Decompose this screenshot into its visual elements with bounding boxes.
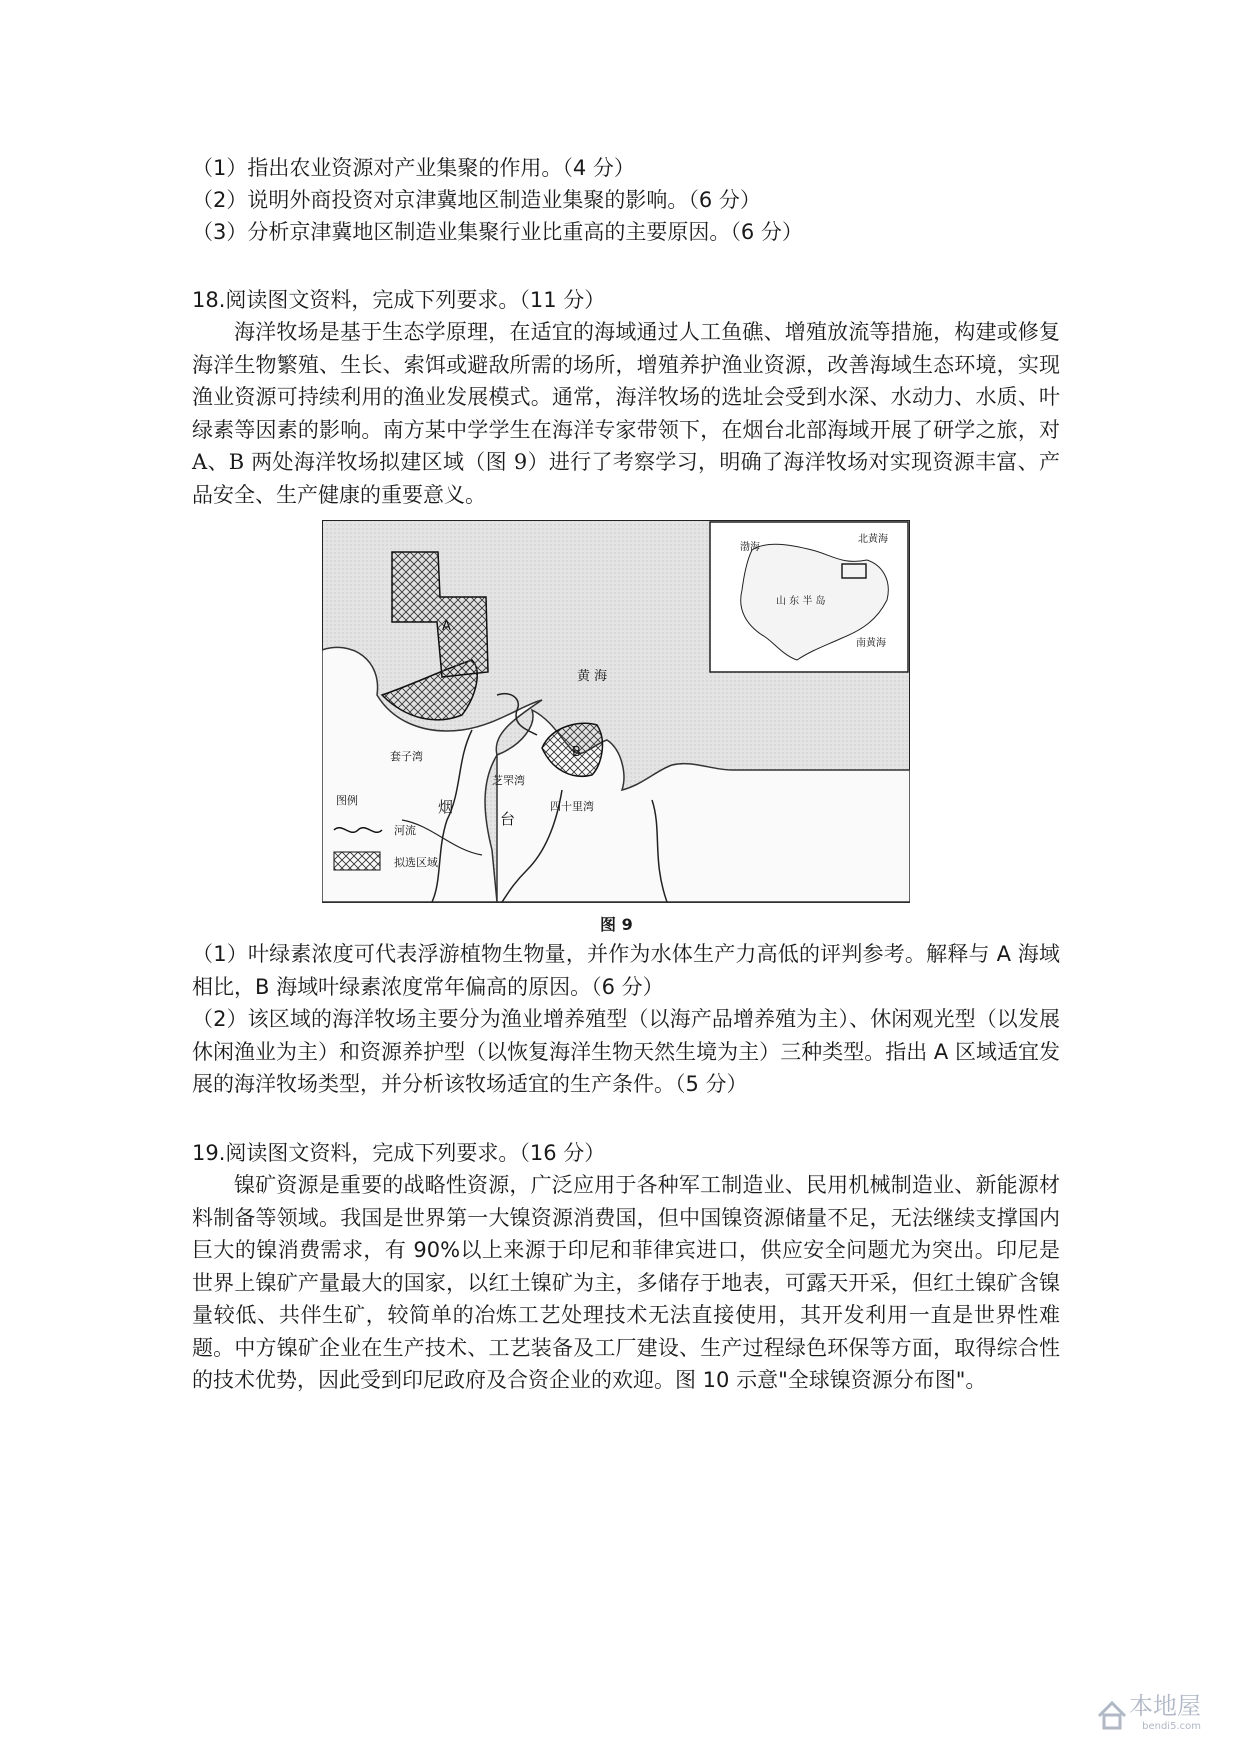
inset-map (710, 522, 908, 672)
inset-peninsula-label: 山 东 半 岛 (776, 596, 826, 607)
q18-sub2 (192, 1003, 1060, 1101)
watermark-url: bendi5.com (1142, 1721, 1201, 1732)
city-label-1: 烟 (438, 798, 454, 816)
inset-bohai-label: 渤海 (740, 542, 760, 553)
watermark (1129, 1686, 1201, 1732)
q18-passage (192, 316, 1060, 511)
q18-sub1 (192, 938, 1060, 1003)
q18-passage-text: 海洋牧场是基于生态学原理，在适宜的海域通过人工鱼礁、增殖放流等措施，构建或修复海洋生物繁殖、生长、索饵或避敌所需的场所，增殖养护渔业资源，改善海域生态环境，实现渔业资源可持续利用的渔业发展模式。通常，海洋牧场的选址会受到水深、水动力、水质、叶绿素等因素的影响。南方某中学学生在海洋专家带领下，在烟台北部海域开展了研学之旅，对 A、B 两处海洋牧场拟建区域（图 9）进行了考察学习，明确了海洋牧场对实现资源丰富、产品安全、生产健康的重要意义。 (192, 320, 1060, 507)
map-svg (322, 520, 910, 904)
q19-passage-text: 镍矿资源是重要的战略性资源，广泛应用于各种军工制造业、民用机械制造业、新能源材料制备等领域。我国是世界第一大镍资源消费国，但中国镍资源储量不足，无法继续支撑国内巨大的镍消费需求，有 90%以上来源于印尼和菲律宾进口，供应安全问题尤为突出。印尼是世界上镍矿产量最大的国家，以红土镍矿为主，多储存于地表，可露天开采，但红土镍矿含镍量较低、共伴生矿，较简单的冶炼工艺处理技术无法直接使用，其开发利用一直是世界性难题。中方镍矿企业在生产技术、工艺装备及工厂建设、生产过程绿色环保等方面，取得综合性的技术优势，因此受到印尼政府及合资企业的欢迎。图 10 示意"全球镍资源分布图"。 (192, 1173, 1060, 1392)
bay3-label: 四十里湾 (550, 800, 594, 813)
watermark-name: 本地屋 (1129, 1692, 1201, 1720)
legend-title: 图例 (336, 794, 358, 807)
q18-sub1-text: （1）叶绿素浓度可代表浮游植物生物量，并作为水体生产力高低的评判参考。解释与 A 海域相比，B 海域叶绿素浓度常年偏高的原因。（6 分） (192, 942, 1060, 999)
sea-label: 黄 海 (577, 669, 608, 684)
figure-9-map (322, 520, 910, 904)
bay2-label: 芝罘湾 (492, 774, 525, 787)
legend-area-symbol (334, 852, 380, 870)
q18-sub2-text: （2）该区域的海洋牧场主要分为渔业增养殖型（以海产品增养殖为主）、休闲观光型（以发展休闲渔业为主）和资源养护型（以恢复海洋生物天然生境为主）三种类型。指出 A 区域适宜发展的海洋牧场类型，并分析该牧场适宜的生产条件。（5 分） (192, 1007, 1060, 1096)
prev-question-part-2: （2）说明外商投资对京津冀地区制造业集聚的影响。（6 分） (192, 188, 761, 212)
q19-heading: 19.阅读图文资料，完成下列要求。（16 分） (192, 1141, 606, 1165)
label-a: A (442, 619, 451, 634)
label-b: B (572, 745, 581, 760)
prev-question-part-1: （1）指出农业资源对产业集聚的作用。（4 分） (192, 156, 635, 180)
inset-beihuanghai-label: 北黄海 (858, 534, 888, 545)
figure-9-caption: 图 9 (600, 915, 633, 934)
city-label-2: 台 (500, 810, 516, 828)
q19-passage (192, 1169, 1060, 1397)
legend-river-label: 河流 (394, 824, 416, 837)
legend-area-label: 拟选区域 (394, 856, 438, 869)
inset-nanhuanghai-label: 南黄海 (856, 638, 886, 649)
bay1-label: 套子湾 (390, 750, 423, 763)
prev-question-part-3: （3）分析京津冀地区制造业集聚行业比重高的主要原因。（6 分） (192, 220, 803, 244)
q18-heading: 18.阅读图文资料，完成下列要求。（11 分） (192, 288, 606, 312)
house-icon (1095, 1698, 1129, 1732)
